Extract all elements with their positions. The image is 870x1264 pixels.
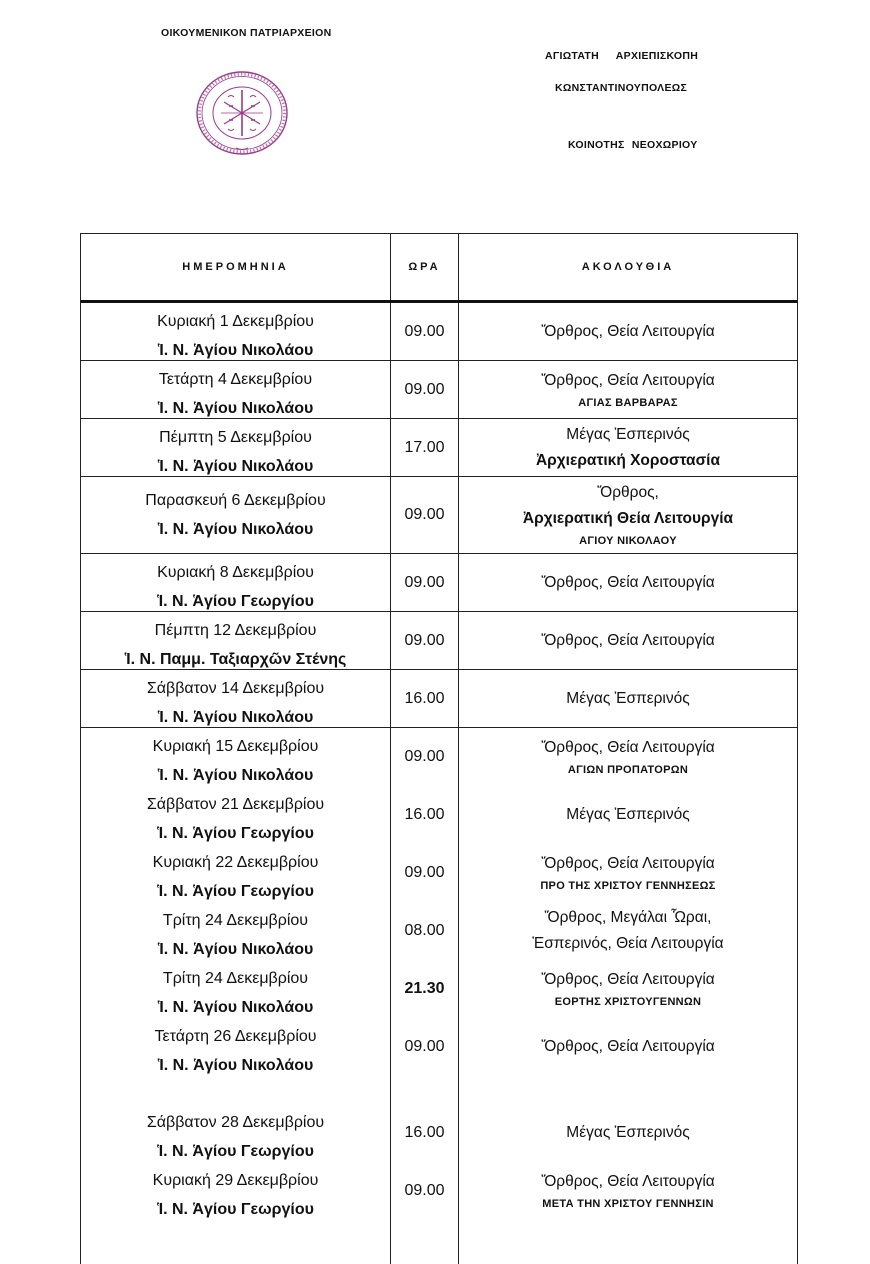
service-text: Ὄρθρος, Θεία Λειτουργία xyxy=(541,371,715,389)
time-text: 09.00 xyxy=(404,1038,445,1055)
church-name: Ἱ. Ν. Ἁγίου Νικολάου xyxy=(157,1057,314,1074)
date-text: Κυριακή 22 Δεκεμβρίου xyxy=(152,854,319,871)
date-cell xyxy=(81,303,390,360)
church-name: Ἱ. Ν. Ἁγίου Γεωργίου xyxy=(157,1201,314,1218)
service-cell xyxy=(459,960,797,1018)
time-cell xyxy=(391,1104,458,1162)
table-row xyxy=(81,902,797,960)
service-cell xyxy=(459,786,797,844)
time-text: 16.00 xyxy=(404,1124,445,1141)
date-text: Τετάρτη 4 Δεκεμβρίου xyxy=(158,371,313,388)
time-text: 09.00 xyxy=(404,322,445,340)
service-highlight: Ἀρχιερατική Χοροστασία xyxy=(535,451,721,469)
time-cell xyxy=(391,960,458,1018)
service-text: Ὄρθρος, Μεγάλαι Ὧραι, xyxy=(544,909,712,926)
date-text: Κυριακή 15 Δεκεμβρίου xyxy=(152,738,319,755)
column-header-service: ΑΚΟΛΟΥΘΙΑ xyxy=(581,261,675,273)
column-header-time: ΩΡΑ xyxy=(408,261,441,273)
schedule-table xyxy=(80,233,798,1264)
date-cell xyxy=(81,1162,390,1220)
date-cell xyxy=(81,361,390,418)
service-text: Ὄρθρος, Θεία Λειτουργία xyxy=(541,855,715,872)
table-row xyxy=(81,477,797,554)
date-text: Κυριακή 29 Δεκεμβρίου xyxy=(152,1172,319,1189)
feast-note: ΑΓΙΩΝ ΠΡΟΠΑΤΟΡΩΝ xyxy=(567,764,689,776)
table-row xyxy=(81,960,797,1018)
date-text: Πέμπτη 12 Δεκεμβρίου xyxy=(154,622,317,639)
date-cell xyxy=(81,419,390,476)
time-text: 16.00 xyxy=(404,806,445,823)
table-row xyxy=(81,612,797,670)
date-text: Σάββατον 28 Δεκεμβρίου xyxy=(146,1114,325,1131)
service-text: Ὄρθρος, Θεία Λειτουργία xyxy=(541,573,715,591)
time-cell xyxy=(391,728,458,786)
table-header xyxy=(81,234,797,303)
archdiocese-line2: ΚΩΝΣΤΑΝΤΙΝΟΥΠΟΛΕΩΣ xyxy=(555,82,688,94)
date-text: Κυριακή 1 Δεκεμβρίου xyxy=(157,313,314,330)
service-cell xyxy=(459,902,797,960)
date-cell xyxy=(81,1018,390,1076)
date-cell xyxy=(81,1104,390,1162)
date-text: Κυριακή 8 Δεκεμβρίου xyxy=(157,564,314,581)
date-cell xyxy=(81,728,390,786)
time-cell xyxy=(391,419,458,476)
service-cell xyxy=(459,303,797,360)
table-row xyxy=(81,1018,797,1076)
time-cell xyxy=(391,612,458,669)
date-text: Τρίτη 24 Δεκεμβρίου xyxy=(162,912,309,929)
time-cell xyxy=(391,844,458,902)
table-row xyxy=(81,554,797,612)
church-name: Ἱ. Ν. Ἁγίου Νικολάου xyxy=(157,458,314,475)
date-cell xyxy=(81,786,390,844)
column-header-date: ΗΜΕΡΟΜΗΝΙΑ xyxy=(182,261,289,273)
time-cell xyxy=(391,361,458,418)
time-text: 09.00 xyxy=(404,573,445,591)
patriarchate-title: ΟΙΚΟΥΜΕΝΙΚΟΝ ΠΑΤΡΙΑΡΧΕΙΟΝ xyxy=(161,27,332,39)
date-text: Παρασκευή 6 Δεκεμβρίου xyxy=(145,492,326,509)
service-text: Μέγας Ἑσπερινός xyxy=(566,425,690,443)
service-cell xyxy=(459,1018,797,1076)
date-cell xyxy=(81,612,390,669)
time-text: 09.00 xyxy=(404,380,445,398)
table-row xyxy=(81,1104,797,1162)
table-row xyxy=(81,670,797,728)
date-text: Τρίτη 24 Δεκεμβρίου xyxy=(162,970,309,987)
feast-note: ΑΓΙΟΥ ΝΙΚΟΛΑΟΥ xyxy=(579,535,677,547)
church-name: Ἱ. Ν. Ἁγίου Γεωργίου xyxy=(157,593,314,610)
time-cell xyxy=(391,554,458,611)
time-text: 08.00 xyxy=(404,922,445,939)
church-name: Ἱ. Ν. Ἁγίου Νικολάου xyxy=(157,709,314,726)
church-name: Ἱ. Ν. Ἁγίου Γεωργίου xyxy=(157,825,314,842)
date-cell xyxy=(81,844,390,902)
date-cell xyxy=(81,902,390,960)
date-cell xyxy=(81,670,390,727)
service-text: Μέγας Ἑσπερινός xyxy=(566,1124,690,1141)
time-text: 16.00 xyxy=(404,689,445,707)
service-text: Ὄρθρος, xyxy=(597,484,659,501)
church-name: Ἱ. Ν. Ἁγίου Νικολάου xyxy=(157,342,314,359)
service-cell xyxy=(459,477,797,553)
time-cell xyxy=(391,1018,458,1076)
time-text: 09.00 xyxy=(404,748,445,765)
time-text: 09.00 xyxy=(404,631,445,649)
table-row xyxy=(81,786,797,844)
feast-note: ΜΕΤΑ ΤΗΝ ΧΡΙΣΤΟΥ ΓΕΝΝΗΣΙΝ xyxy=(542,1198,714,1210)
service-text: Ὄρθρος, Θεία Λειτουργία xyxy=(541,739,715,756)
time-text: 17.00 xyxy=(404,438,445,456)
time-cell xyxy=(391,786,458,844)
time-text: 09.00 xyxy=(404,1182,445,1199)
service-cell xyxy=(459,844,797,902)
date-text: Σάββατον 21 Δεκεμβρίου xyxy=(146,796,325,813)
date-text: Σάββατον 14 Δεκεμβρίου xyxy=(146,680,325,697)
church-name: Ἱ. Ν. Ἁγίου Γεωργίου xyxy=(157,1143,314,1160)
table-row xyxy=(81,728,797,786)
service-cell xyxy=(459,728,797,786)
table-row xyxy=(81,419,797,477)
service-text: Μέγας Ἑσπερινός xyxy=(566,806,690,823)
service-cell xyxy=(459,612,797,669)
date-cell xyxy=(81,960,390,1018)
church-name: Ἱ. Ν. Ἁγίου Νικολάου xyxy=(157,941,314,958)
feast-note: ΕΟΡΤΗΣ ΧΡΙΣΤΟΥΓΕΝΝΩΝ xyxy=(554,996,702,1008)
service-text: Ὄρθρος, Θεία Λειτουργία xyxy=(541,322,715,340)
service-cell xyxy=(459,1162,797,1220)
church-name: Ἱ. Ν. Ἁγίου Νικολάου xyxy=(157,999,314,1016)
service-text: Ὄρθρος, Θεία Λειτουργία xyxy=(541,1173,715,1190)
feast-note: ΠΡΟ ΤΗΣ ΧΡΙΣΤΟΥ ΓΕΝΝΗΣΕΩΣ xyxy=(540,880,716,892)
service-cell xyxy=(459,419,797,476)
date-cell xyxy=(81,554,390,611)
service-cell xyxy=(459,554,797,611)
service-text: Μέγας Ἑσπερινός xyxy=(566,689,690,707)
archdiocese-line1: ΑΓΙΩΤΑΤΗ ΑΡΧΙΕΠΙΣΚΟΠΗ xyxy=(545,50,699,62)
table-row xyxy=(81,844,797,902)
time-text: 09.00 xyxy=(404,864,445,881)
patriarchal-seal-icon xyxy=(194,70,290,156)
time-text: 09.00 xyxy=(404,506,445,523)
church-name: Ἱ. Ν. Ἁγίου Νικολάου xyxy=(157,521,314,538)
date-cell xyxy=(81,477,390,553)
service-cell xyxy=(459,361,797,418)
table-row xyxy=(81,361,797,419)
time-cell xyxy=(391,1162,458,1220)
time-cell xyxy=(391,670,458,727)
time-text: 21.30 xyxy=(404,980,445,997)
service-text: Ὄρθρος, Θεία Λειτουργία xyxy=(541,1038,715,1055)
feast-note: ΑΓΙΑΣ ΒΑΡΒΑΡΑΣ xyxy=(578,396,678,409)
church-name: Ἱ. Ν. Ἁγίου Νικολάου xyxy=(157,400,314,417)
church-name: Ἱ. Ν. Παμμ. Ταξιαρχῶν Στένης xyxy=(124,651,347,668)
date-text: Πέμπτη 5 Δεκεμβρίου xyxy=(159,429,312,446)
date-text: Τετάρτη 26 Δεκεμβρίου xyxy=(154,1028,317,1045)
table-row xyxy=(81,303,797,361)
service-cell xyxy=(459,1104,797,1162)
church-name: Ἱ. Ν. Ἁγίου Γεωργίου xyxy=(157,883,314,900)
service-highlight: Ἀρχιερατική Θεία Λειτουργία xyxy=(522,510,734,527)
time-cell xyxy=(391,477,458,553)
community-name: ΚΟΙΝΟΤΗΣ ΝΕΟΧΩΡΙΟΥ xyxy=(568,139,698,151)
service-cell xyxy=(459,670,797,727)
time-cell xyxy=(391,902,458,960)
service-text: Ὄρθρος, Θεία Λειτουργία xyxy=(541,971,715,988)
church-name: Ἱ. Ν. Ἁγίου Νικολάου xyxy=(157,767,314,784)
service-text: Ἑσπερινός, Θεία Λειτουργία xyxy=(532,935,724,952)
time-cell xyxy=(391,303,458,360)
table-row xyxy=(81,1162,797,1220)
service-text: Ὄρθρος, Θεία Λειτουργία xyxy=(541,631,715,649)
